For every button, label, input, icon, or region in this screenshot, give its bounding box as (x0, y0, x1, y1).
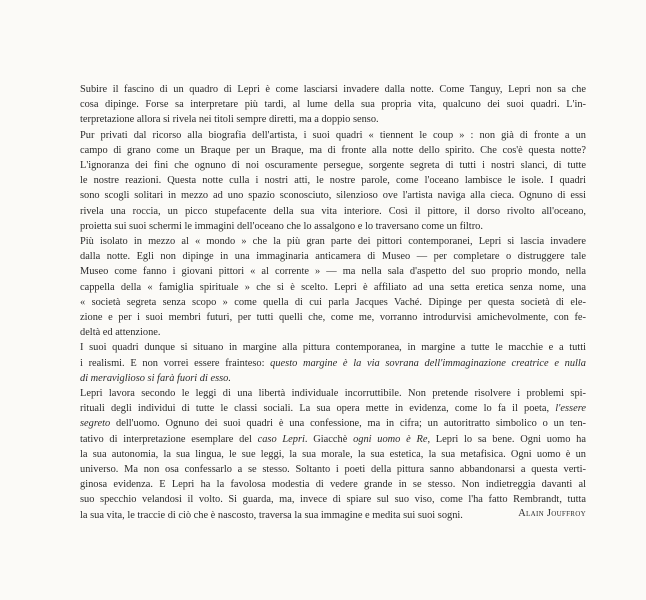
paragraph (80, 82, 586, 128)
text-line: zione e per i suoi membri futuri, per tutti quelli che, come me, vorranno introdurvisi amichevolmente, con fe- (80, 312, 586, 324)
text-line: le nostre reazioni. Questa notte culla i nostri atti, le nostre parole, come l'oceano lambisce le isole. I quadri (80, 175, 586, 187)
text-line: Più isolato in mezzo al « mondo » che la più gran parte dei pittori contemporanei, Lepri si lascia invadere (80, 236, 586, 248)
text-line: sono scogli solitari in mezzo ad uno spazio sconosciuto, silenzioso ove l'artista naviga alla cieca. Ognuno di essi (80, 190, 586, 202)
text-line: dalla notte. Egli non dipinge in una immaginaria anticamera di Museo — per completare o distruggere tale (80, 251, 586, 263)
text-line: I suoi quadri dunque si situano in margine alla pittura contemporanea, in margine a tutte le macchie e a tutti (80, 342, 586, 354)
paragraph (80, 386, 586, 523)
text-line: « società segreta senza scopo » come quella di cui parla Jacques Vaché. Dipinge per questa società di ele- (80, 296, 586, 308)
paragraph (80, 234, 586, 340)
text-line: tativo di interpretazione esemplare del caso Lepri. Giacchè ogni uomo è Re, Lepri lo sa bene. Ogni uomo ha (80, 433, 586, 445)
text-line: L'ignoranza dei fini che ognuno di noi oscuramente persegue, sorgente segreta di tutti i nostri slanci, di tutte (80, 160, 586, 172)
text-line: Museo come fanno i giovani pittori « al corrente » — ma nella sala d'aspetto del suo proprio mondo, nella (80, 266, 586, 278)
text-line: terpretazione allora si rivela nei titoli sempre diretti, ma a doppio senso. (80, 114, 379, 126)
text-line: rivela una roccia, un picco stupefacente della sua vita interiore. Così il pittore, il dorso rivolto all'oceano, (80, 205, 586, 217)
text-line: di meraviglioso si farà fuori di esso. (80, 372, 231, 384)
text-line: campo di grano come un Braque per un Braque, ma di fronte alla notte dello spirito. Che cos'è questa notte? (80, 144, 586, 156)
text-line: i realismi. E non vorrei essere frainteso: questo margine è la via sovrana dell'immaginazione creatrice e nulla (80, 357, 586, 369)
text-line: universo. Ma non osa confessarlo a se stesso. Soltanto i poeti della pittura sanno abbandonarsi a questa verti- (80, 464, 586, 476)
author-signature: Alain Jouffroy (518, 508, 586, 519)
paragraph (80, 128, 586, 234)
text-line: Pur privati dal ricorso alla biografia dell'artista, i suoi quadri « tiennent le coup » : non già di fronte a un (80, 129, 586, 141)
text-line: segreto dell'uomo. Ognuno dei suoi quadri è una confessione, ma in cifra; un autoritratto simbolico o un ten- (80, 418, 586, 430)
text-line: suo specchio velandosi il volto. Si guarda, ma, invece di spiare sul suo viso, come l'ha fatto Rembrandt, tutta (80, 494, 586, 506)
text-line: cosa dipinge. Forse sa interpretare più tardi, al lume della sua propria vita, qualcuno dei suoi quadri. L'in- (80, 99, 586, 111)
text-line: cappella della « famiglia spirituale » che si è scelto. Lepri è affiliato ad una setta eretica senza nome, una (80, 281, 586, 293)
text-line: ginosa evidenza. E Lepri ha la favolosa modestia di vedere grande in se stesso. Non indietreggia davanti al (80, 479, 586, 491)
text-line: Subire il fascino di un quadro di Lepri è come lasciarsi invadere dalla notte. Come Tanguy, Lepri non sa che (80, 84, 586, 95)
text-line: la sua vita, le traccie di ciò che è nascosto, traversa la sua immagine e medita sui suoi sogni. (80, 509, 463, 521)
text-line: la sua autonomia, la sua lingua, le sue leggi, la sua morale, la sua estetica, la sua metafisica. Ogni uomo è un (80, 448, 586, 460)
text-line: rituali degli individui di tutte le classi sociali. La sua opera mette in evidenza, come lo fa il poeta, l'essere (80, 403, 586, 415)
text-line: deltà ed attenzione. (80, 327, 161, 339)
essay-body (80, 82, 586, 523)
text-line: proietta sui suoi schermi le immagini dell'oceano che lo assalgono e lo traversano come un filtro. (80, 220, 483, 232)
text-line: Lepri lavora secondo le leggi di una libertà individuale incorruttibile. Non pretende risolvere i problemi spi- (80, 388, 586, 400)
paragraph (80, 340, 586, 386)
